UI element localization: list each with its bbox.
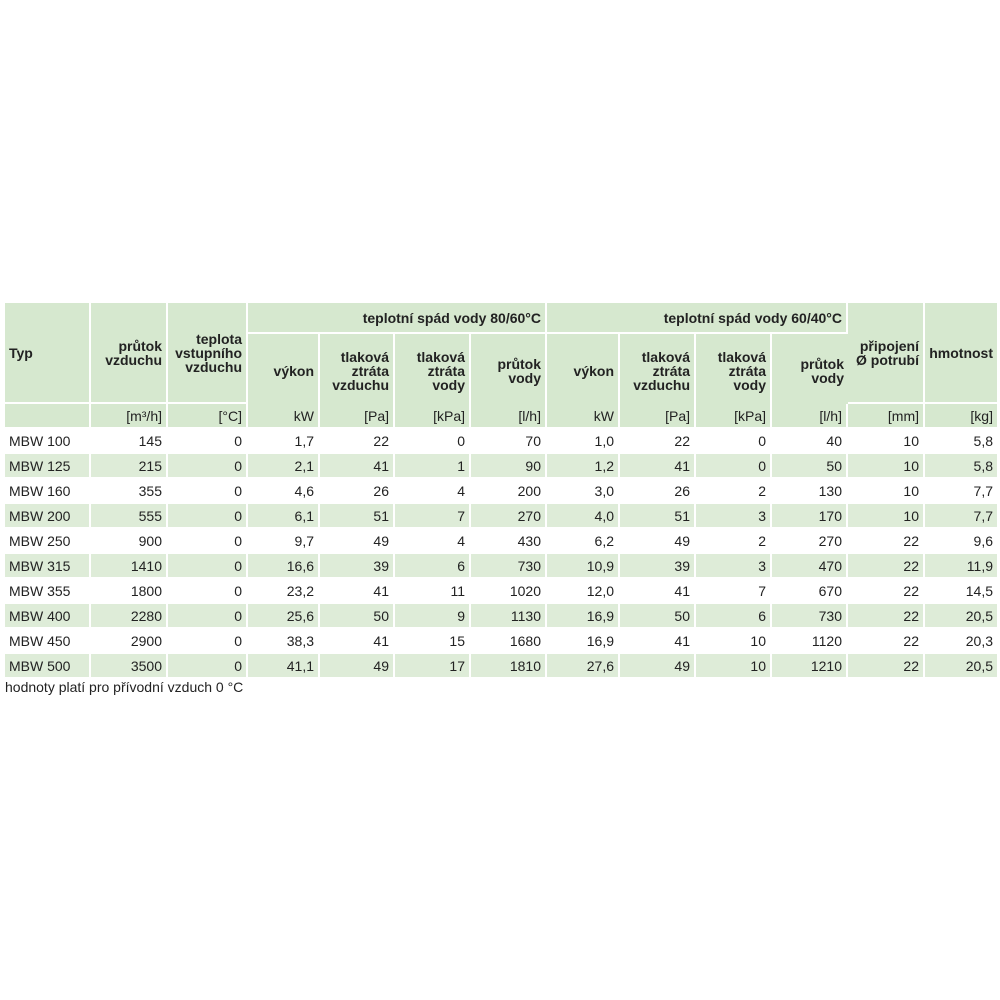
- table-cell: 10: [848, 452, 925, 477]
- spec-table-container: [5, 303, 997, 677]
- table-cell: 23,2: [248, 577, 320, 602]
- unit-cell: [kPa]: [395, 404, 471, 427]
- table-cell: 1810: [471, 652, 547, 677]
- table-cell: 17: [395, 652, 471, 677]
- table-cell: 39: [620, 552, 696, 577]
- table-row: [5, 552, 997, 577]
- row-type-cell: MBW 450: [5, 627, 91, 652]
- table-cell: 22: [848, 627, 925, 652]
- table-cell: 0: [168, 452, 248, 477]
- table-cell: 4,6: [248, 477, 320, 502]
- table-row: [5, 577, 997, 602]
- table-cell: 0: [168, 527, 248, 552]
- header-teplota: teplota vstupního vzduchu: [168, 303, 248, 404]
- spec-table: [5, 303, 997, 677]
- unit-cell-empty: [5, 404, 91, 427]
- table-cell: 22: [848, 552, 925, 577]
- table-cell: 41: [620, 577, 696, 602]
- table-cell: 0: [696, 452, 772, 477]
- table-cell: 10: [848, 427, 925, 452]
- unit-cell: [kg]: [925, 404, 997, 427]
- table-cell: 11,9: [925, 552, 997, 577]
- unit-cell: [kPa]: [696, 404, 772, 427]
- table-cell: 26: [620, 477, 696, 502]
- table-cell: 22: [848, 527, 925, 552]
- unit-cell: kW: [547, 404, 620, 427]
- table-cell: 22: [848, 577, 925, 602]
- table-cell: 0: [168, 577, 248, 602]
- table-cell: 6,2: [547, 527, 620, 552]
- table-cell: 7: [395, 502, 471, 527]
- table-row: [5, 602, 997, 627]
- row-type-cell: MBW 500: [5, 652, 91, 677]
- table-cell: 3: [696, 502, 772, 527]
- table-cell: 0: [696, 427, 772, 452]
- table-cell: 1130: [471, 602, 547, 627]
- table-cell: 0: [168, 652, 248, 677]
- table-row: [5, 502, 997, 527]
- table-cell: 0: [168, 627, 248, 652]
- table-cell: 51: [320, 502, 395, 527]
- footnote: hodnoty platí pro přívodní vzduch 0 °C: [5, 679, 244, 695]
- header-typ: Typ: [5, 303, 91, 404]
- table-cell: 1: [395, 452, 471, 477]
- table-cell: 38,3: [248, 627, 320, 652]
- table-cell: 15: [395, 627, 471, 652]
- table-cell: 16,6: [248, 552, 320, 577]
- table-cell: 20,3: [925, 627, 997, 652]
- table-cell: 0: [168, 477, 248, 502]
- table-cell: 16,9: [547, 627, 620, 652]
- header-pripojeni: připojení Ø potrubí: [848, 303, 925, 404]
- header-group-80-60: teplotní spád vody 80/60°C: [248, 303, 547, 334]
- table-cell: 5,8: [925, 427, 997, 452]
- unit-cell: [°C]: [168, 404, 248, 427]
- table-cell: 51: [620, 502, 696, 527]
- row-type-cell: MBW 400: [5, 602, 91, 627]
- table-cell: 2280: [91, 602, 168, 627]
- table-cell: 50: [772, 452, 848, 477]
- table-cell: 2,1: [248, 452, 320, 477]
- table-cell: 3,0: [547, 477, 620, 502]
- table-cell: 200: [471, 477, 547, 502]
- table-cell: 1410: [91, 552, 168, 577]
- header-ztrata-vzduchu-1: tlaková ztráta vzduchu: [320, 334, 395, 404]
- table-cell: 270: [471, 502, 547, 527]
- table-cell: 10: [848, 502, 925, 527]
- row-type-cell: MBW 125: [5, 452, 91, 477]
- table-cell: 41: [320, 452, 395, 477]
- table-row: [5, 427, 997, 452]
- table-cell: 26: [320, 477, 395, 502]
- table-cell: 49: [620, 527, 696, 552]
- table-cell: 170: [772, 502, 848, 527]
- table-cell: 10,9: [547, 552, 620, 577]
- table-cell: 41: [620, 452, 696, 477]
- table-cell: 6: [696, 602, 772, 627]
- table-cell: 270: [772, 527, 848, 552]
- table-cell: 730: [772, 602, 848, 627]
- table-row: [5, 477, 997, 502]
- table-row: [5, 652, 997, 677]
- table-cell: 670: [772, 577, 848, 602]
- header-prutok-vody-2: průtok vody: [772, 334, 848, 404]
- row-type-cell: MBW 315: [5, 552, 91, 577]
- header-group-60-40: teplotní spád vody 60/40°C: [547, 303, 848, 334]
- table-cell: 2900: [91, 627, 168, 652]
- table-cell: 9,7: [248, 527, 320, 552]
- row-type-cell: MBW 200: [5, 502, 91, 527]
- table-cell: 4,0: [547, 502, 620, 527]
- table-cell: 50: [320, 602, 395, 627]
- table-cell: 555: [91, 502, 168, 527]
- header-ztrata-vody-2: tlaková ztráta vody: [696, 334, 772, 404]
- table-cell: 0: [168, 602, 248, 627]
- table-cell: 25,6: [248, 602, 320, 627]
- table-cell: 2: [696, 527, 772, 552]
- table-cell: 27,6: [547, 652, 620, 677]
- header-unit-row: [5, 404, 997, 427]
- table-cell: 22: [848, 652, 925, 677]
- table-cell: 215: [91, 452, 168, 477]
- table-cell: 16,9: [547, 602, 620, 627]
- table-cell: 4: [395, 527, 471, 552]
- table-cell: 20,5: [925, 602, 997, 627]
- table-cell: 7,7: [925, 477, 997, 502]
- table-cell: 50: [620, 602, 696, 627]
- table-cell: 90: [471, 452, 547, 477]
- table-cell: 1,2: [547, 452, 620, 477]
- header-vykon-2: výkon: [547, 334, 620, 404]
- table-row: [5, 627, 997, 652]
- unit-cell: kW: [248, 404, 320, 427]
- table-cell: 22: [320, 427, 395, 452]
- table-cell: 41: [320, 627, 395, 652]
- table-cell: 2: [696, 477, 772, 502]
- table-cell: 7: [696, 577, 772, 602]
- table-cell: 12,0: [547, 577, 620, 602]
- row-type-cell: MBW 355: [5, 577, 91, 602]
- table-cell: 14,5: [925, 577, 997, 602]
- table-cell: 3500: [91, 652, 168, 677]
- table-cell: 49: [620, 652, 696, 677]
- table-cell: 4: [395, 477, 471, 502]
- table-cell: 0: [168, 427, 248, 452]
- table-cell: 5,8: [925, 452, 997, 477]
- table-cell: 70: [471, 427, 547, 452]
- table-cell: 730: [471, 552, 547, 577]
- table-cell: 3: [696, 552, 772, 577]
- table-cell: 10: [848, 477, 925, 502]
- table-cell: 9,6: [925, 527, 997, 552]
- header-hmotnost: hmotnost: [925, 303, 997, 404]
- header-ztrata-vody-1: tlaková ztráta vody: [395, 334, 471, 404]
- table-cell: 130: [772, 477, 848, 502]
- table-cell: 1210: [772, 652, 848, 677]
- unit-cell: [m³/h]: [91, 404, 168, 427]
- table-row: [5, 527, 997, 552]
- table-cell: 22: [620, 427, 696, 452]
- row-type-cell: MBW 160: [5, 477, 91, 502]
- table-cell: 22: [848, 602, 925, 627]
- table-cell: 6: [395, 552, 471, 577]
- table-cell: 40: [772, 427, 848, 452]
- table-cell: 470: [772, 552, 848, 577]
- table-cell: 49: [320, 527, 395, 552]
- unit-cell: [mm]: [848, 404, 925, 427]
- header-prutok-vzduchu: průtok vzduchu: [91, 303, 168, 404]
- unit-cell: [Pa]: [320, 404, 395, 427]
- table-cell: 430: [471, 527, 547, 552]
- table-cell: 1120: [772, 627, 848, 652]
- table-cell: 1800: [91, 577, 168, 602]
- table-cell: 6,1: [248, 502, 320, 527]
- header-group-row: [5, 303, 997, 334]
- table-cell: 41: [320, 577, 395, 602]
- table-cell: 41: [620, 627, 696, 652]
- table-cell: 1020: [471, 577, 547, 602]
- unit-cell: [l/h]: [471, 404, 547, 427]
- table-cell: 7,7: [925, 502, 997, 527]
- header-prutok-vody-1: průtok vody: [471, 334, 547, 404]
- table-cell: 0: [395, 427, 471, 452]
- table-cell: 1,7: [248, 427, 320, 452]
- table-cell: 20,5: [925, 652, 997, 677]
- row-type-cell: MBW 250: [5, 527, 91, 552]
- table-cell: 1680: [471, 627, 547, 652]
- table-cell: 41,1: [248, 652, 320, 677]
- unit-cell: [l/h]: [772, 404, 848, 427]
- table-cell: 0: [168, 502, 248, 527]
- table-cell: 11: [395, 577, 471, 602]
- table-row: [5, 452, 997, 477]
- table-cell: 9: [395, 602, 471, 627]
- table-cell: 900: [91, 527, 168, 552]
- row-type-cell: MBW 100: [5, 427, 91, 452]
- table-cell: 39: [320, 552, 395, 577]
- unit-cell: [Pa]: [620, 404, 696, 427]
- table-cell: 0: [168, 552, 248, 577]
- table-cell: 10: [696, 627, 772, 652]
- spec-table-body: [5, 427, 997, 677]
- table-cell: 49: [320, 652, 395, 677]
- header-vykon-1: výkon: [248, 334, 320, 404]
- header-ztrata-vzduchu-2: tlaková ztráta vzduchu: [620, 334, 696, 404]
- table-cell: 145: [91, 427, 168, 452]
- table-cell: 1,0: [547, 427, 620, 452]
- table-cell: 10: [696, 652, 772, 677]
- table-cell: 355: [91, 477, 168, 502]
